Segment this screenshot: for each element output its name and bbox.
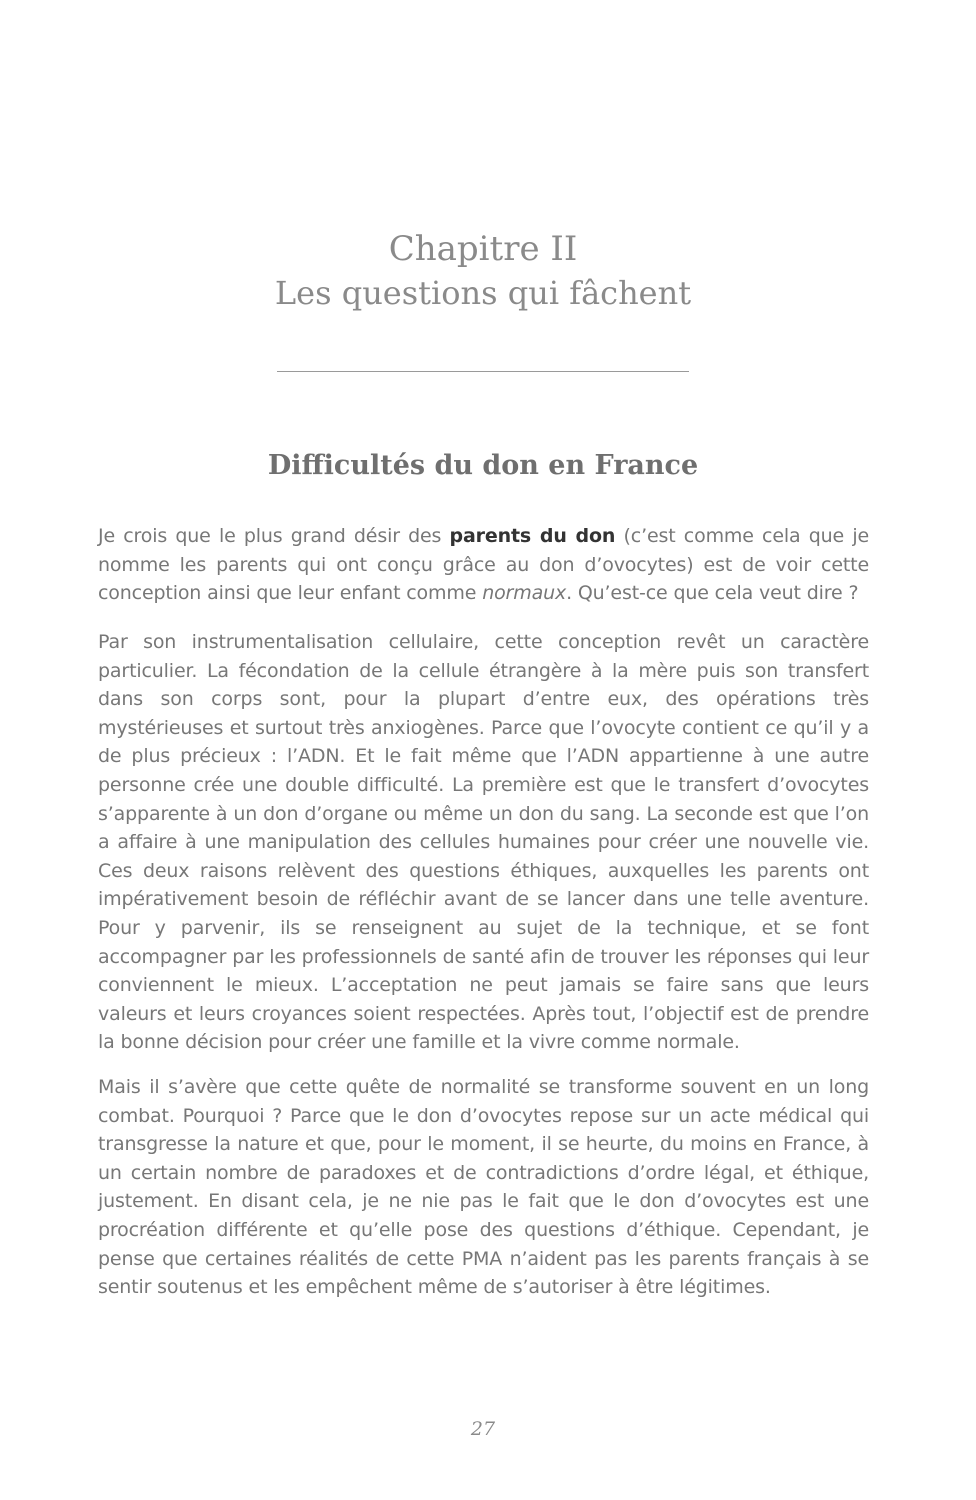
- section-heading: Difficultés du don en France: [267, 450, 699, 481]
- page-number: 27: [470, 1418, 496, 1440]
- paragraph-1-text-c: . Qu’est-ce que cela veut dire ?: [566, 582, 859, 605]
- paragraph-1-italic-term: normaux: [482, 582, 567, 605]
- chapter-title: Les questions qui fâchent: [274, 274, 692, 312]
- chapter-number: Chapitre II: [388, 229, 578, 269]
- paragraph-1-text-a: Je crois que le plus grand désir des: [98, 525, 450, 547]
- paragraph-3: Mais il s’avère que cette quête de normalité se transforme souvent en un long combat. Pourquoi ? Parce que le don d’ovocytes repose sur un acte médical qui transgresse la nature et que, pour le moment, il se heurte, du moins en France, à un certain nombre de paradoxes et de contradictions d’ordre légal, et éthique, justement. En disant cela, je ne nie pas le fait que le don d’ovocytes est une procréation différente et qu’elle pose des questions d’éthique. Cependant, je pense que certaines réalités de cette PMA n’aident pas les parents français à se sentir soutenus et les empêchent même de s’autoriser à être légitimes.: [98, 1076, 869, 1299]
- paragraph-1: [98, 522, 869, 608]
- chapter-divider: [277, 371, 689, 372]
- paragraph-1-bold-term: parents du don: [449, 525, 616, 547]
- paragraph-1-text-b: (c’est comme cela que je nomme les parents qui ont conçu grâce au don d’ovocytes) est de voir cette conception ainsi que leur enfant comme: [98, 525, 869, 605]
- paragraph-2: Par son instrumentalisation cellulaire, cette conception revêt un caractère particulier. La fécondation de la cellule étrangère à la mère puis son transfert dans son corps sont, pour la plupart d’entre eux, des opérations très mystérieuses et surtout très anxiogènes. Parce que l’ovocyte contient ce qu’il y a de plus précieux : l’ADN. Et le fait même que l’ADN appartienne à une autre personne crée une double difficulté. La première est que le transfert d’ovocytes s’apparente à un don d’organe ou même un don du sang. La seconde est que l’on a affaire à une manipulation des cellules humaines pour créer une nouvelle vie. Ces deux raisons relèvent des questions éthiques, auxquelles les parents ont impérativement besoin de réfléchir avant de se lancer dans une telle aventure. Pour y parvenir, ils se renseignent au sujet de la technique, et se font accompagner par les professionnels de santé afin de trouver les réponses qui leur conviennent le mieux. L’acceptation ne peut jamais se faire sans que leurs valeurs et leurs croyances soient respectées. Après tout, l’objectif est de prendre la bonne décision pour créer une famille et la vivre comme normale.: [98, 631, 869, 1054]
